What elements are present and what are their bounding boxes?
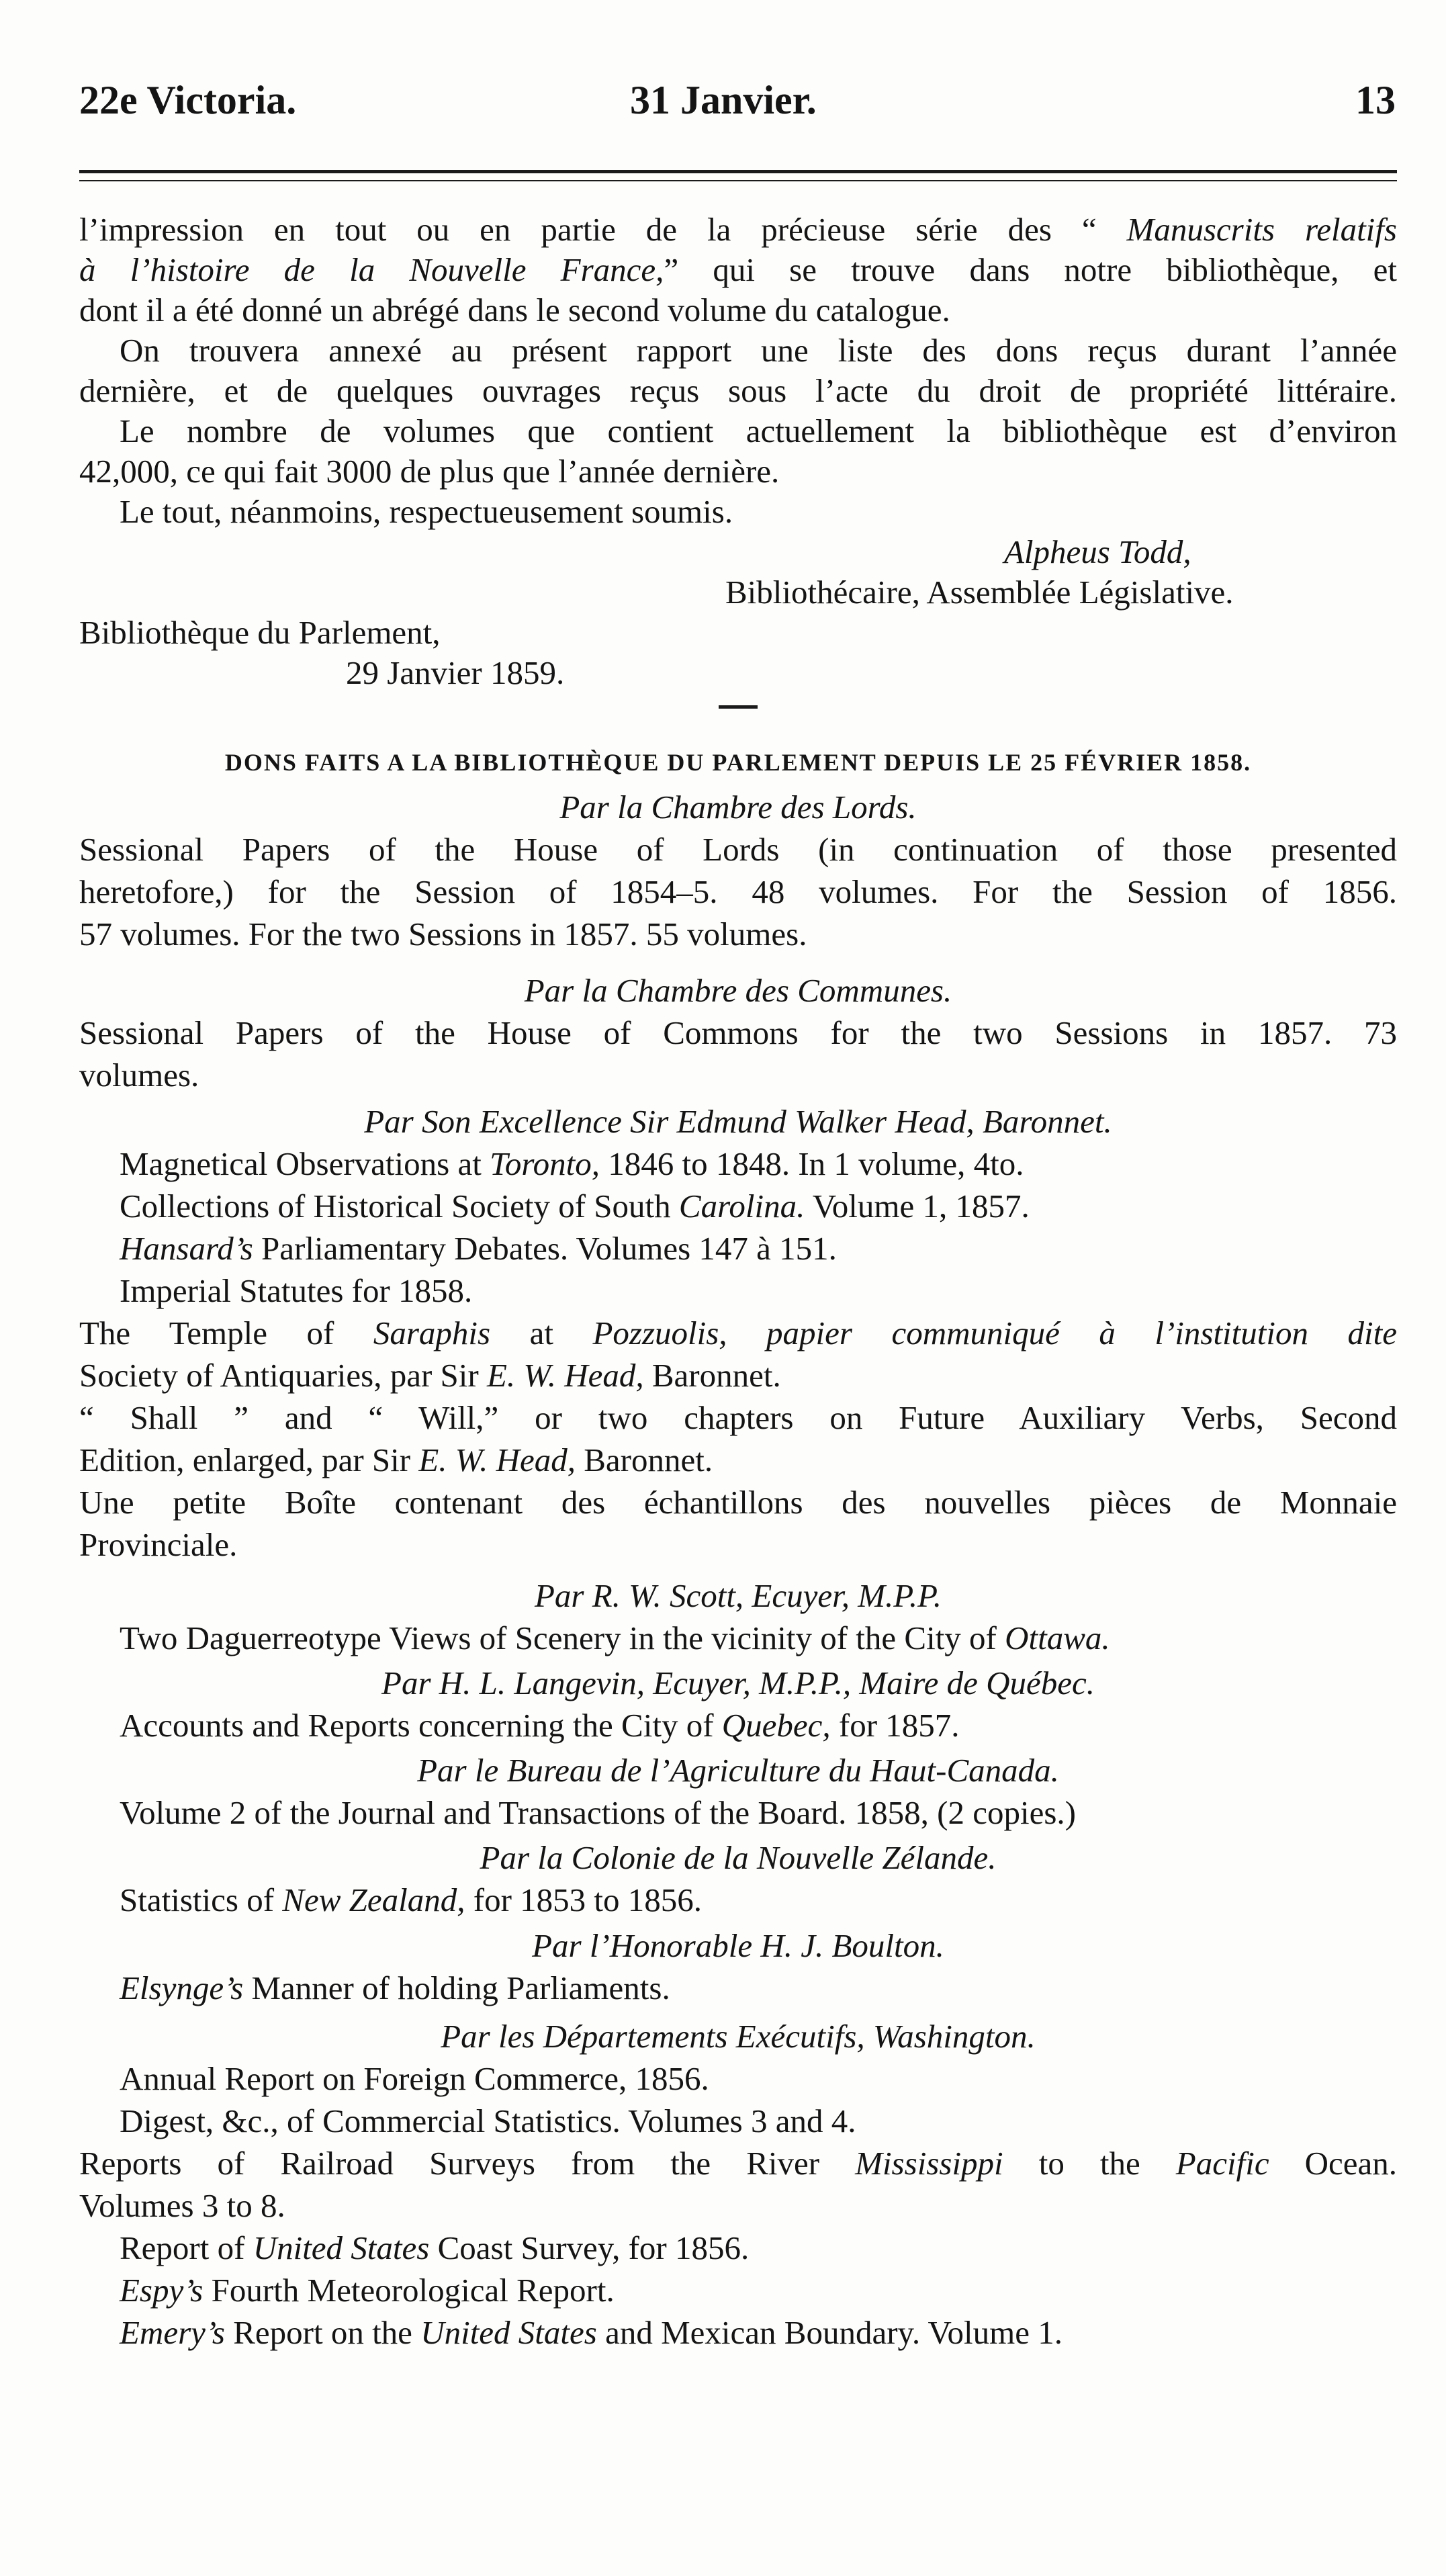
text-segment: Elsynge’s (120, 1969, 244, 2006)
text-segment: Pozzuolis, papier communiqué à l’institution dite (592, 1315, 1397, 1351)
text-segment: Quebec, (721, 1707, 831, 1744)
report-closing-line: Le tout, néanmoins, respectueusement soumis. (120, 493, 733, 530)
donor-heading (79, 1838, 1397, 1878)
text-segment: Reports of Railroad Surveys from the River (79, 2145, 856, 2182)
text-segment: Manner of holding Parliaments. (243, 1969, 670, 2006)
text-segment: United States (253, 2229, 430, 2266)
donation-line (79, 1482, 1397, 1523)
donation-continuation (79, 1356, 781, 1396)
donations-list-title: DONS FAITS A LA BIBLIOTHÈQUE DU PARLEMENT DEPUIS LE 25 FÉVRIER 1858. (224, 749, 1252, 776)
text-segment: volumes. (79, 1057, 199, 1094)
header-rule-thick (79, 170, 1397, 173)
donation-item (120, 1144, 1024, 1184)
donation-item (120, 1705, 960, 1746)
donation-line (79, 2143, 1397, 2184)
donation-item (120, 1880, 702, 1920)
text-segment: Sessional Papers of the House of Commons for the two Sessions in 1857. 73 (79, 1014, 1397, 1051)
text-segment: Carolina. (678, 1188, 805, 1225)
text-segment: Ottawa. (1005, 1619, 1110, 1656)
text-segment: 57 volumes. For the two Sessions in 1857. 55 volumes. (79, 916, 807, 952)
report-paragraph-2-line-1: On trouvera annexé au présent rapport une liste des dons reçus durant l’année (120, 332, 1397, 369)
signature-place: Bibliothèque du Parlement, (79, 614, 441, 651)
text-segment: Two Daguerreotype Views of Scenery in the vicinity of the City of (120, 1619, 1005, 1656)
text-segment: Espy’s (120, 2272, 204, 2309)
text-segment: Statistics of (120, 1881, 283, 1918)
donation-continuation (79, 914, 807, 954)
text-segment: Volume 1, 1857. (805, 1188, 1030, 1225)
donation-continuation (79, 1440, 713, 1480)
text-segment: Volume 2 of the Journal and Transactions of the Board. 1858, (2 copies.) (120, 1794, 1076, 1831)
text-segment: Volumes 3 to 8. (79, 2187, 285, 2224)
donor-heading (79, 1102, 1397, 1142)
text-segment: Par la Chambre des Communes. (524, 972, 952, 1009)
text-segment: Par le Bureau de l’Agriculture du Haut-Canada. (417, 1752, 1059, 1789)
section-divider (719, 705, 758, 709)
donation-line (79, 1013, 1397, 1053)
signature-title: Bibliothécaire, Assemblée Législative. (725, 574, 1234, 611)
donation-continuation (79, 1055, 199, 1096)
text-segment: Par l’Honorable H. J. Boulton. (532, 1927, 944, 1964)
donation-item (120, 1229, 837, 1269)
text-segment: Par les Départements Exécutifs, (441, 2018, 873, 2055)
text-segment: Digest, &c., of Commercial Statistics. Volumes 3 and 4. (120, 2102, 856, 2139)
text-segment: and Mexican Boundary. Volume 1. (596, 2314, 1063, 2351)
donation-item (120, 2101, 856, 2141)
text-segment: Une petite Boîte contenant des échantillons des nouvelles pièces de Monnaie (79, 1484, 1397, 1521)
donation-line (79, 872, 1397, 912)
text-segment: Par Son Excellence Sir Edmund Walker Head, Baronnet. (364, 1103, 1112, 1140)
donor-heading (79, 1663, 1397, 1703)
text-segment: Par la Chambre des Lords. (559, 789, 917, 826)
donor-heading (79, 971, 1397, 1011)
donor-heading (79, 1576, 1397, 1616)
text-segment: Parliamentary Debates. Volumes 147 à 151. (253, 1230, 837, 1267)
text-segment: Toronto, (490, 1145, 600, 1182)
report-paragraph-2-line-2: dernière, et de quelques ouvrages reçus sous l’acte du droit de propriété littéraire. (79, 372, 1397, 409)
text-segment: Report of (120, 2229, 253, 2266)
text-segment: at (490, 1315, 593, 1351)
donor-heading (79, 787, 1397, 828)
text-segment: for 1853 to 1856. (465, 1881, 703, 1918)
text-segment: Ocean. (1269, 2145, 1397, 2182)
text-segment: Washington. (872, 2018, 1036, 2055)
donation-item (120, 1618, 1110, 1658)
header-session: 22e Victoria. (79, 78, 297, 122)
donation-item (120, 1271, 472, 1311)
donation-line (79, 830, 1397, 870)
donor-heading (79, 2016, 1397, 2057)
text-segment: Par la Colonie de la Nouvelle Zélande. (480, 1839, 997, 1876)
text-segment: Magnetical Observations at (120, 1145, 490, 1182)
report-paragraph-3-line-1: Le nombre de volumes que contient actuellement la bibliothèque est d’environ (120, 412, 1397, 449)
text-segment: Saraphis (373, 1315, 491, 1351)
donation-item (120, 1186, 1030, 1227)
text-segment: Mississippi (855, 2145, 1003, 2182)
text-segment: 1846 to 1848. In 1 volume, 4to. (599, 1145, 1024, 1182)
donation-continuation (79, 2186, 285, 2226)
donation-item (120, 2059, 709, 2099)
text-segment: New Zealand, (282, 1881, 465, 1918)
donor-heading (79, 1750, 1397, 1791)
report-line-1 (79, 210, 1397, 250)
text-segment: à l’histoire de la Nouvelle France, (79, 251, 664, 288)
text-segment: Annual Report on Foreign Commerce, 1856. (120, 2060, 709, 2097)
donation-line (79, 1313, 1397, 1353)
text-segment: Hansard’s (120, 1230, 253, 1267)
running-header (79, 77, 1396, 131)
signature-name: Alpheus Todd, (1004, 533, 1191, 570)
text-segment: “ Shall ” and “ Will,” or two chapters on Future Auxiliary Verbs, Second (79, 1399, 1397, 1436)
text-segment: Report on the (224, 2314, 421, 2351)
text-segment: ” qui se trouve dans notre bibliothèque, et (664, 251, 1398, 288)
text-segment: Par R. W. Scott, Ecuyer, M.P.P. (534, 1577, 942, 1614)
donation-item (120, 2313, 1063, 2353)
text-segment: Pacific (1175, 2145, 1269, 2182)
report-paragraph-3-line-2: 42,000, ce qui fait 3000 de plus que l’année dernière. (79, 453, 780, 490)
text-segment: Society of Antiquaries, par Sir (79, 1357, 487, 1394)
text-segment: Fourth Meteorological Report. (203, 2272, 615, 2309)
header-rule-thin (79, 180, 1397, 181)
donation-item (120, 1793, 1076, 1833)
text-segment: Provinciale. (79, 1526, 238, 1563)
text-segment: l’impression en tout ou en partie de la précieuse série des “ (79, 211, 1127, 248)
text-segment: Baronnet. (643, 1357, 781, 1394)
donation-continuation (79, 1525, 237, 1565)
donation-item (120, 2270, 615, 2311)
text-segment: Edition, enlarged, par Sir (79, 1441, 419, 1478)
text-segment: United States (420, 2314, 597, 2351)
text-segment: Coast Survey, for 1856. (429, 2229, 750, 2266)
text-segment: E. W. Head, (418, 1441, 576, 1478)
text-segment: Accounts and Reports concerning the City of (120, 1707, 722, 1744)
text-segment: Par H. L. Langevin, Ecuyer, M.P.P., Maire de Québec. (381, 1664, 1095, 1701)
report-line-2 (79, 250, 1397, 290)
text-segment: Manuscrits relatifs (1126, 211, 1397, 248)
text-segment: to the (1003, 2145, 1176, 2182)
text-segment: for 1857. (830, 1707, 960, 1744)
text-segment: Sessional Papers of the House of Lords (in continuation of those presented (79, 831, 1397, 868)
text-segment: Imperial Statutes for 1858. (120, 1272, 473, 1309)
text-segment: heretofore,) for the Session of 1854–5. 48 volumes. For the Session of 1856. (79, 873, 1397, 910)
text-segment: Emery’s (120, 2314, 225, 2351)
donation-item (120, 1968, 670, 2008)
text-segment: Baronnet. (575, 1441, 713, 1478)
donation-line (79, 1398, 1397, 1438)
header-date: 31 Janvier. (630, 78, 817, 122)
donor-heading (79, 1926, 1397, 1966)
signature-date: 29 Janvier 1859. (346, 654, 565, 691)
text-segment: E. W. Head, (486, 1357, 644, 1394)
page-number: 13 (1355, 78, 1396, 122)
text-segment: The Temple of (79, 1315, 373, 1351)
donation-item (120, 2228, 749, 2268)
report-line-3: dont il a été donné un abrégé dans le second volume du catalogue. (79, 292, 950, 328)
text-segment: Collections of Historical Society of South (120, 1188, 679, 1225)
